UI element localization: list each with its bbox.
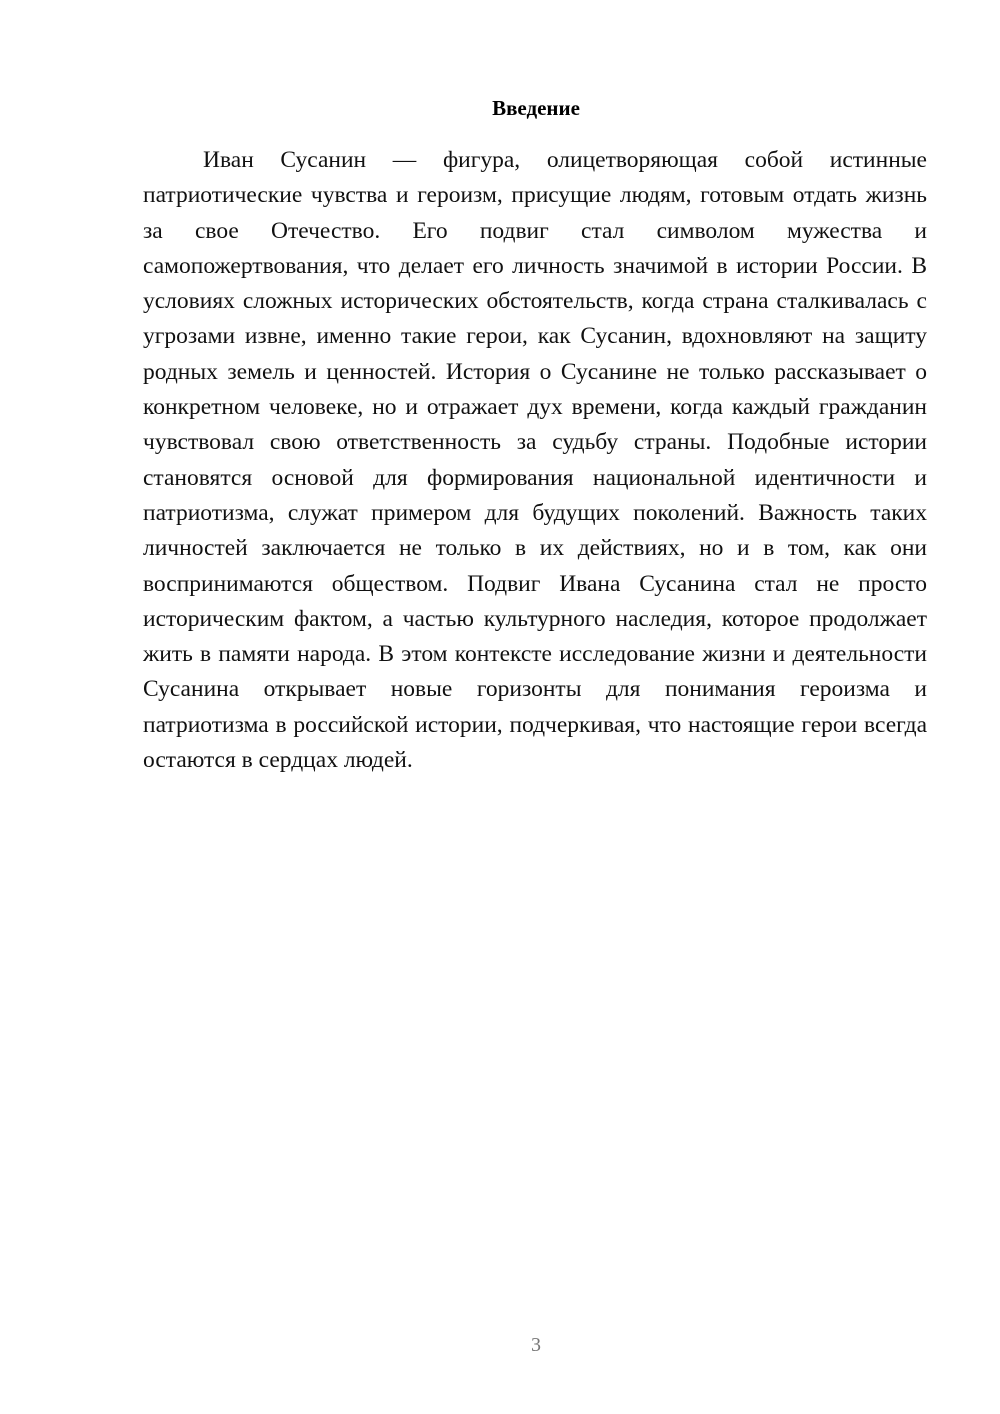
section-heading: Введение [492,96,580,120]
page-number: 3 [531,1334,541,1356]
body-paragraph: Иван Сусанин — фигура, олицетворяющая собой истинные патриотические чувства и героизм, присущие людям, готовым отдать жизнь за свое Отечество. Его подвиг стал символом мужества и самопожертвования, что делает его личность значимой в истории России. В условиях сложных исторических обстоятельств, когда страна сталкивалась с угрозами извне, именно такие герои, как Сусанин, вдохновляют на защиту родных земель и ценностей. История о Сусанине не только рассказывает о конкретном человеке, но и отражает дух времени, когда каждый гражданин чувствовал свою ответственность за судьбу страны. Подобные истории становятся основой для формирования национальной идентичности и патриотизма, служат примером для будущих поколений. Важность таких личностей заключается не только в их действиях, но и в том, как они воспринимаются обществом. Подвиг Ивана Сусанина стал не просто историческим фактом, а частью культурного наследия, которое продолжает жить в памяти народа. В этом контексте исследование жизни и деятельности Сусанина открывает новые горизонты для понимания героизма и патриотизма в российской истории, подчеркивая, что настоящие герои всегда остаются в сердцах людей. [143,147,927,774]
